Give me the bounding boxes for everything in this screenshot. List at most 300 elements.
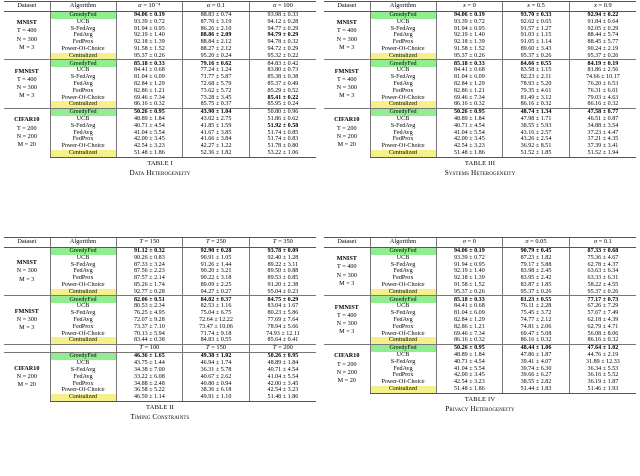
table-row	[324, 116, 636, 123]
value-cell: 40.67 ± 2.62	[183, 373, 250, 380]
value-cell: 84.41 ± 0.68	[116, 67, 183, 74]
table-row	[324, 74, 636, 81]
value-cell: 39.41 ± 4.07	[503, 359, 570, 366]
value-cell: 51.46 ± 1.93	[569, 386, 636, 393]
table-row	[4, 129, 316, 136]
value-cell: 71.77 ± 5.87	[183, 74, 250, 81]
table-row	[324, 255, 636, 262]
column-header-condition-0: σ = 0	[436, 238, 503, 248]
dataset-param-2: M = 3	[19, 92, 35, 100]
value-cell: 81.04 ± 6.09	[436, 310, 503, 317]
column-header-algorithm: Algorithm	[370, 238, 436, 248]
value-cell: 85.38 ± 0.38	[249, 74, 316, 81]
algorithm-cell-greedyfed: GreedyFed	[50, 60, 116, 67]
value-cell: 48.89 ± 1.84	[249, 360, 316, 367]
table-row	[4, 360, 316, 367]
value-cell: 71.74 ± 9.18	[183, 330, 250, 337]
value-cell: 81.04 ± 6.09	[436, 74, 503, 81]
algorithm-cell-greedyfed: GreedyFed	[370, 108, 436, 115]
value-cell: 86.16 ± 0.32	[436, 337, 503, 344]
algorithm-cell-fedprox: FedProx	[50, 39, 116, 46]
dataset-name: MNIST	[16, 259, 37, 267]
value-cell: 92.19 ± 1.40	[116, 32, 183, 39]
value-cell: 83.98 ± 2.45	[503, 268, 570, 275]
table-header-row	[4, 238, 316, 248]
dataset-cell-mnist	[4, 247, 50, 296]
value-cell: 69.46 ± 7.34	[436, 330, 503, 337]
value-cell: 93.78 ± 0.09	[249, 247, 316, 254]
table-caption	[4, 404, 316, 423]
value-cell: 84.19 ± 0.19	[569, 60, 636, 67]
value-cell: 86.16 ± 0.32	[569, 101, 636, 108]
value-cell: 91.94 ± 0.95	[436, 25, 503, 32]
algorithm-cell-centralized: Centralized	[370, 289, 436, 296]
value-cell: 94.06 ± 0.19	[436, 11, 503, 18]
value-cell: 86.16 ± 0.32	[569, 337, 636, 344]
column-header-condition-2: x = 0.9	[569, 2, 636, 12]
value-cell: 92.05 ± 0.29	[569, 25, 636, 32]
value-cell: 83.95 ± 2.42	[503, 275, 570, 282]
table-row	[4, 11, 316, 18]
value-cell: 58.22 ± 4.55	[569, 282, 636, 289]
dataset-param-1: N = 300	[336, 271, 357, 279]
table-row	[324, 123, 636, 130]
value-cell: 42.00 ± 3.45	[436, 136, 503, 143]
table-row	[4, 394, 316, 401]
value-cell: 50.26 ± 0.95	[436, 344, 503, 351]
value-cell: 93.39 ± 0.72	[116, 19, 183, 26]
value-cell: 91.84 ± 0.64	[569, 19, 636, 26]
dataset-cell-cifar10	[324, 344, 370, 393]
value-cell: 76.25 ± 4.95	[116, 310, 183, 317]
table-number: TABLE III	[464, 160, 496, 168]
value-cell: 42.00 ± 3.45	[436, 372, 503, 379]
algorithm-cell-fedprox: FedProx	[50, 380, 116, 387]
table-header-row	[324, 238, 636, 248]
value-cell: 85.18 ± 0.33	[116, 60, 183, 67]
algorithm-cell-greedyfed: GreedyFed	[50, 11, 116, 18]
table-row	[4, 268, 316, 275]
value-cell: 92.94 ± 0.22	[569, 11, 636, 18]
value-cell: 40.71 ± 4.54	[436, 123, 503, 130]
value-cell: 34.38 ± 7.00	[116, 367, 183, 374]
value-cell: 79.03 ± 4.63	[569, 94, 636, 101]
value-cell: 41.04 ± 5.54	[436, 129, 503, 136]
dataset-name: CIFAR10	[14, 364, 40, 372]
value-cell: 72.64 ± 12.22	[183, 317, 250, 324]
table-row	[324, 352, 636, 359]
column-header-condition-1: σ = 0.05	[503, 238, 570, 248]
value-cell: 73.37 ± 7.10	[116, 324, 183, 331]
dataset-name: FMNIST	[334, 303, 359, 311]
value-cell: 42.00 ± 3.45	[249, 380, 316, 387]
value-cell: 43.75 ± 1.44	[116, 360, 183, 367]
dataset-name: CIFAR10	[334, 352, 360, 360]
value-cell: 91.26 ± 1.44	[183, 261, 250, 268]
value-cell: 77.24 ± 1.24	[183, 67, 250, 74]
value-cell: 51.44 ± 1.83	[503, 386, 570, 393]
value-cell: 88.86 ± 2.09	[183, 32, 250, 39]
table-row	[324, 310, 636, 317]
table-row	[4, 101, 316, 108]
value-cell: 77.69 ± 7.64	[249, 317, 316, 324]
algorithm-cell-fedprox: FedProx	[50, 275, 116, 282]
value-cell: 92.40 ± 1.28	[249, 255, 316, 262]
dataset-param-1: N = 300	[16, 35, 37, 43]
column-header-condition-1: α = 0.1	[183, 2, 250, 12]
table-row	[4, 94, 316, 101]
column-header-algorithm: Algorithm	[50, 238, 116, 248]
algorithm-cell-centralized: Centralized	[370, 337, 436, 344]
value-cell: 48.89 ± 1.84	[436, 116, 503, 123]
value-cell: 95.37 ± 0.26	[503, 289, 570, 296]
table-row	[324, 337, 636, 344]
value-cell: 82.06 ± 0.51	[116, 296, 183, 303]
value-cell: 75.04 ± 6.75	[183, 310, 250, 317]
value-cell: 36.58 ± 5.22	[116, 387, 183, 394]
value-cell: 79.35 ± 4.61	[503, 88, 570, 95]
value-cell: 73.62 ± 5.72	[183, 88, 250, 95]
value-cell: 47.64 ± 1.02	[569, 344, 636, 351]
dataset-cell-fmnist	[324, 296, 370, 345]
algorithm-cell-s-fedavg: S-FedAvg	[370, 261, 436, 268]
value-cell: 89.22 ± 3.11	[249, 261, 316, 268]
value-cell: 38.55 ± 2.82	[503, 379, 570, 386]
dataset-cell-fmnist	[4, 60, 50, 109]
table-row	[324, 275, 636, 282]
value-cell: 87.23 ± 1.82	[503, 255, 570, 262]
value-cell: 48.89 ± 1.84	[116, 116, 183, 123]
value-cell: 91.57 ± 1.27	[503, 25, 570, 32]
table-row	[324, 296, 636, 303]
table-row	[324, 136, 636, 143]
table-row	[4, 324, 316, 331]
dataset-param-1: M = 3	[19, 324, 35, 332]
value-cell: 80.23 ± 5.86	[249, 310, 316, 317]
algorithm-cell-centralized: Centralized	[50, 101, 116, 108]
value-cell: 85.95 ± 0.24	[249, 101, 316, 108]
value-cell: 62.79 ± 4.71	[569, 324, 636, 331]
table-row	[4, 353, 316, 360]
dataset-param-1: N = 200	[16, 132, 37, 140]
column-header-condition-2: T = 350	[249, 238, 316, 248]
value-cell: 36.31 ± 5.78	[183, 367, 250, 374]
algorithm-cell-ucb: UCB	[50, 67, 116, 74]
value-cell: 46.59 ± 1.14	[116, 394, 183, 401]
table-row	[4, 116, 316, 123]
algorithm-cell-power-of-choice: Power-Of-Choice	[370, 94, 436, 101]
column-header-algorithm: Algorithm	[50, 2, 116, 12]
sub-column-header-condition-0: T = 100	[116, 344, 183, 352]
algorithm-cell-centralized: Centralized	[50, 337, 116, 344]
table-row	[324, 108, 636, 115]
value-cell: 33.22 ± 6.08	[116, 373, 183, 380]
value-cell: 51.74 ± 0.83	[249, 136, 316, 143]
value-cell: 95.37 ± 0.26	[436, 289, 503, 296]
value-cell: 92.77 ± 0.28	[116, 289, 183, 296]
algorithm-cell-power-of-choice: Power-Of-Choice	[50, 143, 116, 150]
algorithm-cell-fedprox: FedProx	[370, 275, 436, 282]
value-cell: 37.23 ± 4.47	[569, 129, 636, 136]
table-row	[4, 261, 316, 268]
column-header-dataset: Dataset	[324, 2, 370, 12]
sub-header-row	[4, 344, 316, 352]
table-row	[4, 123, 316, 130]
value-cell: 70.13 ± 5.94	[116, 330, 183, 337]
algorithm-cell-greedyfed: GreedyFed	[50, 108, 116, 115]
value-cell: 41.04 ± 5.54	[116, 129, 183, 136]
value-cell: 92.18 ± 1.39	[116, 39, 183, 46]
column-header-condition-0: α = 10⁻⁴	[116, 2, 183, 12]
table-row	[4, 380, 316, 387]
value-cell: 85.26 ± 1.74	[116, 282, 183, 289]
algorithm-cell-power-of-choice: Power-Of-Choice	[50, 282, 116, 289]
value-cell: 51.48 ± 1.86	[436, 386, 503, 393]
table-row	[324, 289, 636, 296]
algorithm-cell-centralized: Centralized	[50, 289, 116, 296]
value-cell: 42.27 ± 1.22	[183, 143, 250, 150]
column-header-dataset: Dataset	[324, 238, 370, 248]
algorithm-cell-fedprox: FedProx	[50, 136, 116, 143]
dataset-name: CIFAR10	[334, 116, 360, 124]
algorithm-cell-power-of-choice: Power-Of-Choice	[370, 46, 436, 53]
algorithm-cell-s-fedavg: S-FedAvg	[370, 123, 436, 130]
algorithm-cell-fedprox: FedProx	[370, 136, 436, 143]
value-cell: 43.90 ± 1.04	[183, 108, 250, 115]
value-cell: 73.28 ± 3.45	[183, 94, 250, 101]
dataset-param-0: N = 200	[16, 372, 37, 380]
value-cell: 76.31 ± 6.01	[569, 88, 636, 95]
value-cell: 83.44 ± 0.38	[116, 337, 183, 344]
table-row	[324, 386, 636, 393]
value-cell: 51.78 ± 0.80	[249, 143, 316, 150]
table-title: Data Heterogeneity	[129, 168, 191, 177]
value-cell: 90.20 ± 3.21	[183, 268, 250, 275]
column-header-condition-2: σ = 0.1	[569, 238, 636, 248]
value-cell: 82.86 ± 1.21	[116, 88, 183, 95]
value-cell: 74.77 ± 2.12	[503, 317, 570, 324]
algorithm-cell-s-fedavg: S-FedAvg	[370, 310, 436, 317]
value-cell: 74.81 ± 2.06	[503, 324, 570, 331]
algorithm-cell-fedavg: FedAvg	[370, 365, 436, 372]
dataset-param-0: N = 300	[16, 316, 37, 324]
value-cell: 91.12 ± 0.32	[116, 247, 183, 254]
algorithm-cell-s-fedavg: S-FedAvg	[370, 359, 436, 366]
value-cell: 94.72 ± 0.29	[249, 46, 316, 53]
value-cell: 42.54 ± 3.23	[436, 143, 503, 150]
value-cell: 63.63 ± 6.34	[569, 268, 636, 275]
value-cell: 40.80 ± 0.94	[183, 380, 250, 387]
value-cell: 84.41 ± 0.68	[436, 303, 503, 310]
value-cell: 88.84 ± 2.12	[183, 39, 250, 46]
value-cell: 85.64 ± 0.41	[249, 337, 316, 344]
dataset-param-2: M = 20	[17, 141, 36, 149]
value-cell: 46.51 ± 0.87	[569, 116, 636, 123]
value-cell: 42.54 ± 3.23	[116, 143, 183, 150]
value-cell: 95.37 ± 0.26	[569, 53, 636, 60]
value-cell: 48.44 ± 1.06	[503, 344, 570, 351]
value-cell: 89.50 ± 0.88	[249, 268, 316, 275]
table-number: TABLE II	[146, 404, 174, 412]
value-cell: 85.37 ± 0.49	[249, 81, 316, 88]
algorithm-cell-fedavg: FedAvg	[50, 373, 116, 380]
table-header-row	[324, 2, 636, 12]
value-cell: 43.26 ± 2.54	[503, 136, 570, 143]
table-header-row	[4, 2, 316, 12]
dataset-param-1: N = 300	[336, 84, 357, 92]
value-cell: 92.19 ± 1.40	[436, 268, 503, 275]
value-cell: 89.60 ± 3.43	[503, 46, 570, 53]
table-row	[324, 330, 636, 337]
value-cell: 36.92 ± 8.51	[503, 143, 570, 150]
value-cell: 36.19 ± 1.87	[569, 379, 636, 386]
value-cell: 39.74 ± 6.30	[503, 365, 570, 372]
value-cell: 53.22 ± 1.06	[249, 150, 316, 157]
value-cell: 39.66 ± 6.27	[503, 372, 570, 379]
value-cell: 43.02 ± 2.75	[183, 116, 250, 123]
table-row	[324, 317, 636, 324]
table-row	[4, 46, 316, 53]
table-row	[324, 101, 636, 108]
algorithm-cell-ucb: UCB	[50, 303, 116, 310]
value-cell: 90.24 ± 2.19	[569, 46, 636, 53]
panel-table-3	[320, 0, 640, 236]
value-cell: 38.36 ± 6.18	[183, 387, 250, 394]
dataset-param-1: N = 200	[336, 368, 357, 376]
table-4	[324, 237, 636, 394]
value-cell: 74.66 ± 10.17	[569, 74, 636, 81]
value-cell: 42.54 ± 3.23	[436, 379, 503, 386]
algorithm-cell-power-of-choice: Power-Of-Choice	[50, 387, 116, 394]
value-cell: 84.75 ± 0.29	[249, 296, 316, 303]
value-cell: 95.32 ± 0.22	[249, 53, 316, 60]
algorithm-cell-greedyfed: GreedyFed	[370, 296, 436, 303]
algorithm-cell-ucb: UCB	[50, 255, 116, 262]
table-row	[324, 344, 636, 351]
value-cell: 63.33 ± 6.31	[569, 275, 636, 282]
table-row	[4, 25, 316, 32]
column-header-dataset: Dataset	[4, 238, 50, 248]
value-cell: 42.00 ± 3.45	[116, 136, 183, 143]
algorithm-cell-greedyfed: GreedyFed	[50, 296, 116, 303]
value-cell: 80.53 ± 2.34	[116, 303, 183, 310]
sub-column-header-condition-1: T = 150	[183, 344, 250, 352]
column-header-condition-2: α = 100	[249, 2, 316, 12]
algorithm-cell-power-of-choice: Power-Of-Choice	[370, 282, 436, 289]
value-cell: 85.18 ± 0.33	[436, 60, 503, 67]
value-cell: 49.91 ± 1.10	[183, 394, 250, 401]
value-cell: 82.23 ± 2.11	[503, 74, 570, 81]
value-cell: 82.84 ± 1.29	[436, 317, 503, 324]
table-2	[4, 237, 316, 402]
value-cell: 89.09 ± 2.25	[183, 282, 250, 289]
value-cell: 79.17 ± 5.88	[503, 261, 570, 268]
table-row	[4, 108, 316, 115]
dataset-name: MNIST	[16, 19, 37, 27]
value-cell: 91.58 ± 1.52	[116, 46, 183, 53]
value-cell: 38.55 ± 5.93	[503, 123, 570, 130]
dataset-param-0: T = 400	[336, 75, 357, 83]
value-cell: 87.56 ± 2.23	[116, 268, 183, 275]
dataset-param-2: M = 3	[339, 328, 355, 336]
algorithm-cell-ucb: UCB	[50, 116, 116, 123]
value-cell: 62.18 ± 4.39	[569, 317, 636, 324]
algorithm-cell-fedprox: FedProx	[50, 88, 116, 95]
table-row	[324, 25, 636, 32]
table-row	[4, 32, 316, 39]
table-row	[4, 330, 316, 337]
value-cell: 75.36 ± 4.67	[569, 255, 636, 262]
algorithm-cell-power-of-choice: Power-Of-Choice	[50, 94, 116, 101]
algorithm-cell-fedavg: FedAvg	[370, 129, 436, 136]
dataset-cell-cifar10	[4, 108, 50, 157]
sub-column-header-condition-2: T = 200	[249, 344, 316, 352]
value-cell: 92.90 ± 0.28	[183, 247, 250, 254]
table-row	[324, 67, 636, 74]
value-cell: 76.11 ± 2.28	[503, 303, 570, 310]
value-cell: 41.67 ± 3.85	[183, 129, 250, 136]
dataset-name: FMNIST	[14, 67, 39, 75]
value-cell: 43.16 ± 2.57	[503, 129, 570, 136]
value-cell: 86.16 ± 0.32	[503, 337, 570, 344]
value-cell: 47.98 ± 1.71	[503, 116, 570, 123]
value-cell: 31.89 ± 12.33	[569, 359, 636, 366]
table-row	[324, 94, 636, 101]
value-cell: 42.54 ± 3.23	[249, 387, 316, 394]
value-cell: 48.89 ± 1.84	[436, 352, 503, 359]
value-cell: 82.84 ± 1.29	[116, 81, 183, 88]
value-cell: 52.36 ± 1.82	[183, 150, 250, 157]
value-cell: 87.33 ± 0.68	[569, 247, 636, 254]
column-header-algorithm: Algorithm	[370, 2, 436, 12]
dataset-param-0: T = 200	[16, 124, 37, 132]
value-cell: 90.26 ± 0.83	[116, 255, 183, 262]
value-cell: 94.77 ± 0.29	[249, 25, 316, 32]
value-cell: 41.66 ± 3.84	[183, 136, 250, 143]
value-cell: 83.80 ± 0.73	[249, 67, 316, 74]
table-row	[4, 296, 316, 303]
value-cell: 93.70 ± 0.33	[503, 11, 570, 18]
table-row	[4, 247, 316, 254]
table-row	[4, 310, 316, 317]
value-cell: 75.45 ± 3.72	[503, 310, 570, 317]
panel-table-4	[320, 236, 640, 476]
dataset-cell-mnist	[4, 11, 50, 60]
algorithm-cell-ucb: UCB	[370, 255, 436, 262]
column-header-condition-1: x = 0.5	[503, 2, 570, 12]
algorithm-cell-centralized: Centralized	[50, 53, 116, 60]
algorithm-cell-centralized: Centralized	[370, 101, 436, 108]
value-cell: 40.71 ± 4.54	[116, 123, 183, 130]
value-cell: 41.04 ± 5.54	[436, 365, 503, 372]
value-cell: 94.06 ± 0.19	[436, 247, 503, 254]
algorithm-cell-power-of-choice: Power-Of-Choice	[370, 143, 436, 150]
column-header-dataset: Dataset	[4, 2, 50, 12]
algorithm-cell-ucb: UCB	[50, 19, 116, 26]
dataset-param-2: M = 3	[339, 92, 355, 100]
value-cell: 34.88 ± 2.48	[116, 380, 183, 387]
dataset-name: FMNIST	[14, 307, 39, 315]
column-header-condition-0: x = 0	[436, 2, 503, 12]
algorithm-cell-fedavg: FedAvg	[370, 317, 436, 324]
algorithm-cell-power-of-choice: Power-Of-Choice	[50, 330, 116, 337]
value-cell: 91.05 ± 1.14	[503, 39, 570, 46]
value-cell: 91.94 ± 0.95	[116, 25, 183, 32]
table-row	[324, 324, 636, 331]
value-cell: 50.80 ± 0.96	[249, 108, 316, 115]
algorithm-cell-fedprox: FedProx	[370, 39, 436, 46]
value-cell: 88.27 ± 2.12	[183, 46, 250, 53]
